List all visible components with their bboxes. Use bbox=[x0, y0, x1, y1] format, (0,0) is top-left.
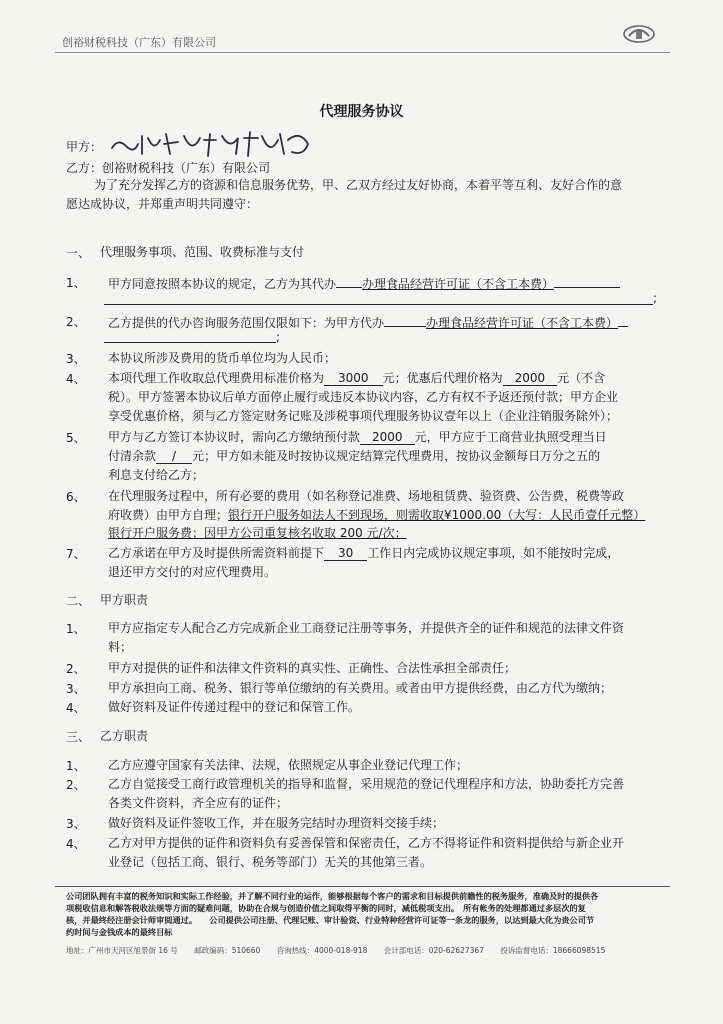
s2-item-2-text: 甲方对提供的证件和法律文件资料的真实性、正确性、合法性承担全部责任； bbox=[108, 661, 517, 675]
s3-item-2-line-2: 各类文件资料，齐全应有的证件； bbox=[108, 796, 289, 810]
s1-item-5-line-3: 利息支付给乙方； bbox=[108, 468, 205, 482]
s3-item-1-text: 乙方应遵守国家有关法律、法规，依照规定从事企业登记代理工作； bbox=[108, 758, 469, 772]
s1-item-1-end: ; bbox=[653, 291, 658, 305]
s1-item-2-number: 2、 bbox=[66, 315, 86, 329]
footer-line-3: 核，并最终经注册会计师审阅通过。 公司提供公司注册、代理记账、审计验资、行业特种经营许可证等一条龙的服务，以达到最大化为贵公司节 bbox=[66, 915, 595, 925]
section-2-title: 甲方职责 bbox=[100, 593, 149, 607]
footer-contact-row bbox=[66, 945, 619, 956]
s1-item-6-number: 6、 bbox=[66, 490, 86, 504]
party-b: 乙方：创裕财税科技（广东）有限公司 bbox=[66, 161, 271, 175]
s1-item-2-end: ; bbox=[276, 330, 281, 344]
footer-divider bbox=[55, 886, 670, 887]
s1-item-4-line-2: 税）。甲方签署本协议后单方面停止履行或违反本协议内容，乙方有权不予返还预付款；甲方企业 bbox=[108, 390, 619, 404]
s1-item-3-number: 3、 bbox=[66, 352, 86, 366]
s3-item-4-number: 4、 bbox=[66, 837, 86, 851]
s1-item-1-number: 1、 bbox=[66, 276, 86, 290]
s3-item-3-text: 做好资料及证件签收工作，并在服务完结时办理资料交接手续； bbox=[108, 816, 445, 830]
section-3-title: 乙方职责 bbox=[100, 729, 149, 743]
company-logo-icon bbox=[622, 22, 656, 44]
s1-item-6-line-2: 府收费）由甲方自理；银行开户服务如法人不到现场，则需收取¥1000.00（大写：人民币壹仟元整） bbox=[108, 508, 646, 522]
footer-phone: 会计部电话：020-62627367 bbox=[383, 946, 484, 955]
footer-line-1: 公司团队拥有丰富的税务知识和实际工作经验，并了解不同行业的运作，能够根据每个客户的需求和目标提供前瞻性的税务服务，准确及时的提供各 bbox=[66, 891, 599, 901]
footer-address: 地址：广州市天河区旭景街 16 号 bbox=[66, 946, 178, 955]
s3-item-1-number: 1、 bbox=[66, 759, 86, 773]
s3-item-2-number: 2、 bbox=[66, 778, 86, 792]
s2-item-3-text: 甲方承担向工商、税务、银行等单位缴纳的有关费用。或者由甲方提供经费，由乙方代为缴纳； bbox=[108, 681, 613, 695]
s1-item-4-number: 4、 bbox=[66, 372, 86, 386]
footer-line-2: 项税收信息和解答税收法规等方面的疑难问题，协助在合规与创造价值之间取得平衡的同时，减低税项支出。 所有帐务的处理都通过多层次的复 bbox=[66, 903, 586, 913]
s2-item-1-line-1: 甲方应指定专人配合乙方完成新企业工商登记注册等事务，并提供齐全的证件和规范的法律文件资 bbox=[108, 621, 625, 635]
header-divider bbox=[55, 52, 670, 53]
s1-item-4-line-3: 享受优惠价格，须与乙方签定财务记账及涉税事项代理服务协议壹年以上（企业注销服务除外）； bbox=[108, 409, 619, 423]
s1-item-4-line-1: 本项代理工作收取总代理费用标准价格为 3000 元；优惠后代理价格为 2000 元（不含 bbox=[108, 371, 606, 385]
s1-item-2-blank-line bbox=[104, 342, 276, 343]
s2-item-2-number: 2、 bbox=[66, 662, 86, 676]
s1-item-1-blank-line bbox=[104, 304, 653, 305]
document-title: 代理服务协议 bbox=[319, 104, 404, 120]
s1-item-7-line-1: 乙方承诺在甲方及时提供所需资料前提下 30 工作日内完成协议规定事项，如不能按时完成， bbox=[108, 546, 620, 560]
intro-line-1: 为了充分发挥乙方的资源和信息服务优势，甲、乙双方经过友好协商，本着平等互利、友好合作的意 bbox=[94, 178, 623, 192]
s2-item-1-line-2: 料； bbox=[108, 640, 133, 654]
s3-item-3-number: 3、 bbox=[66, 817, 86, 831]
party-a-label: 甲方： bbox=[66, 140, 103, 154]
footer-postcode: 邮政编码：510660 bbox=[194, 946, 261, 955]
s3-item-4-line-2: 业登记（包括工商、银行、税务等部门）无关的其他第三者。 bbox=[108, 855, 433, 869]
s1-item-5-number: 5、 bbox=[66, 431, 86, 445]
section-1-number: 一、 bbox=[66, 246, 91, 260]
s2-item-4-text: 做好资料及证件传递过程中的登记和保管工作。 bbox=[108, 700, 361, 714]
s2-item-1-number: 1、 bbox=[66, 622, 86, 636]
section-2-number: 二、 bbox=[66, 594, 91, 608]
section-1-title: 代理服务事项、范围、收费标准与支付 bbox=[100, 245, 305, 259]
header-company-name: 创裕财税科技（广东）有限公司 bbox=[62, 36, 216, 49]
s3-item-2-line-1: 乙方自觉接受工商行政管理机关的指导和监督，采用规范的登记代理程序和方法，协助委托方完善 bbox=[108, 777, 625, 791]
s1-item-6-line-1: 在代理服务过程中，所有必要的费用（如名称登记准费、场地租赁费、验资费、公告费，税费等政 bbox=[108, 489, 625, 503]
s1-item-7-number: 7、 bbox=[66, 547, 86, 561]
s1-item-5-line-2: 付清余款 / 元；甲方如未能及时按协议规定结算完代理费用，按协议金额每日万分之五的 bbox=[108, 449, 601, 463]
s1-item-3-text: 本协议所涉及费用的货币单位均为人民币； bbox=[108, 351, 337, 365]
s2-item-3-number: 3、 bbox=[66, 682, 86, 696]
footer-hotline: 咨询热线：4000-018-918 bbox=[276, 946, 368, 955]
handwritten-signature bbox=[108, 126, 318, 160]
s1-item-2-text: 乙方提供的代办咨询服务范围仅限如下：为甲方代办 办理食品经营许可证（不含工本费） bbox=[108, 313, 628, 331]
s1-item-7-line-2: 退还甲方交付的对应代理费用。 bbox=[108, 565, 277, 579]
footer-complaint: 投诉监督电话：18666098515 bbox=[500, 946, 606, 955]
s3-item-4-line-1: 乙方对甲方提供的证件和资料负有妥善保管和保密责任，乙方不得将证件和资料提供给与新企业开 bbox=[108, 836, 625, 850]
footer-line-4: 约时间与金钱成本的最终目标 bbox=[66, 927, 173, 937]
s1-item-6-line-3: 银行开户服务费；因甲方公司重复核名收取 200 元/次； bbox=[108, 526, 407, 540]
s2-item-4-number: 4、 bbox=[66, 701, 86, 715]
s1-item-1-text: 甲方同意按照本协议的规定，乙方为其代办 办理食品经营许可证（不含工本费） bbox=[108, 274, 620, 292]
section-3-number: 三、 bbox=[66, 730, 91, 744]
intro-line-2: 愿达成协议，并郑重声明共同遵守： bbox=[66, 197, 259, 211]
s1-item-5-line-1: 甲方与乙方签订本协议时，需向乙方缴纳预付款 2000 元，甲方应于工商营业执照受理当日 bbox=[108, 430, 607, 444]
